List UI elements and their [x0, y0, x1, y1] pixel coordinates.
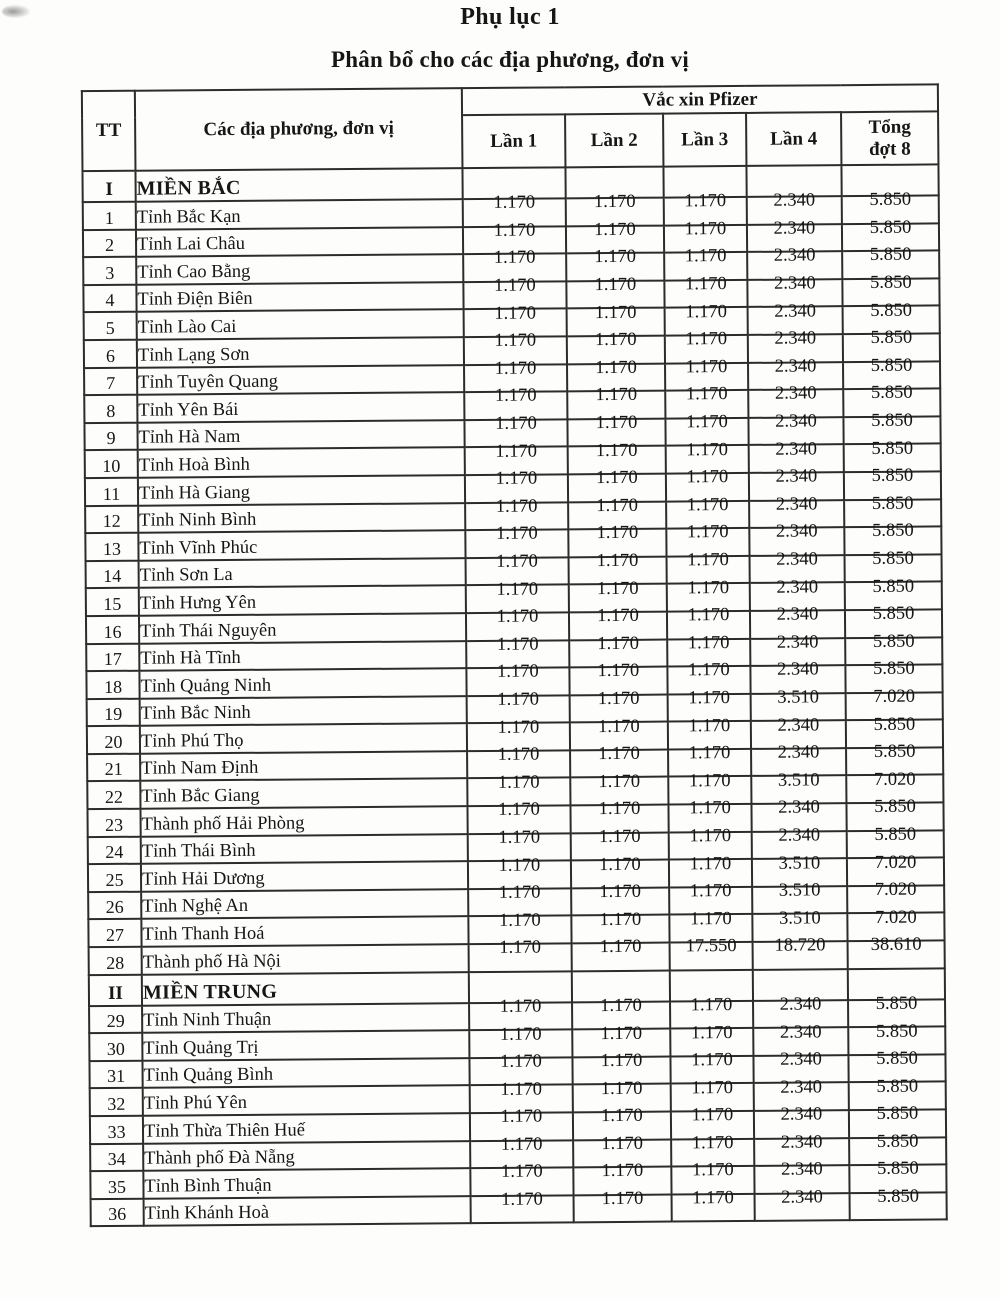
value-text: 1.170 — [599, 909, 642, 930]
tt-cell: 24 — [88, 836, 141, 864]
tt-cell: 9 — [84, 422, 137, 450]
tt-cell: 11 — [85, 478, 138, 506]
value-text: 7.020 — [874, 852, 917, 873]
locality-cell: Tỉnh Quảng Trị — [142, 1030, 469, 1060]
tt-cell: 8 — [84, 395, 137, 423]
value-text: 5.850 — [876, 1103, 919, 1125]
tt-cell: 34 — [90, 1143, 143, 1171]
value-text: 5.850 — [870, 300, 913, 321]
value-text: 1.170 — [596, 550, 639, 572]
value-text: 5.850 — [871, 493, 914, 514]
value-text: 5.850 — [871, 521, 914, 542]
locality-cell: Tỉnh Lào Cai — [137, 310, 464, 340]
locality-cell: Tỉnh Hà Tĩnh — [139, 641, 466, 671]
value-text: 2.340 — [775, 439, 818, 460]
value-text: 1.170 — [600, 1050, 643, 1072]
tt-cell: 27 — [88, 919, 141, 947]
value-text: 1.170 — [688, 743, 731, 764]
value-text: 2.340 — [776, 549, 818, 570]
value-text: 1.170 — [689, 826, 732, 847]
value-text: 2.340 — [774, 301, 816, 322]
locality-cell: Tỉnh Nam Định — [140, 751, 467, 781]
locality-cell: Tỉnh Phú Yên — [143, 1086, 470, 1116]
locality-cell: Tỉnh Hưng Yên — [139, 585, 466, 615]
value-text: 1.170 — [601, 1106, 643, 1127]
value-text: 5.850 — [871, 438, 914, 459]
locality-cell: Tỉnh Khánh Hoà — [144, 1196, 471, 1226]
locality-cell: Tỉnh Thái Bình — [141, 834, 468, 864]
value-cell — [471, 1189, 574, 1223]
value-text: 2.340 — [777, 714, 820, 736]
locality-cell: Tỉnh Hoà Bình — [138, 447, 465, 477]
value-text: 2.340 — [775, 494, 818, 515]
value-text: 1.170 — [598, 771, 641, 792]
header-total — [841, 111, 938, 165]
value-text: 1.170 — [601, 1188, 644, 1210]
locality-cell: Tỉnh Lạng Sơn — [137, 337, 464, 367]
value-text: 1.170 — [495, 496, 538, 517]
value-text: 2.340 — [781, 1187, 823, 1208]
value-text: 1.170 — [684, 191, 727, 212]
value-text: 1.170 — [686, 467, 729, 488]
value-cell — [850, 1186, 947, 1220]
value-text: 2.340 — [774, 383, 817, 405]
value-cell — [672, 1188, 755, 1222]
value-text: 1.170 — [687, 632, 730, 654]
value-text: 2.340 — [776, 604, 819, 625]
locality-cell: Tỉnh Ninh Bình — [138, 503, 465, 533]
value-text: 2.340 — [780, 1049, 822, 1070]
value-text: 1.170 — [495, 468, 538, 490]
locality-cell: Tỉnh Điện Biên — [136, 282, 463, 312]
tt-cell: 7 — [84, 367, 137, 395]
value-text: 1.170 — [685, 384, 728, 405]
value-text: 3.510 — [778, 908, 821, 929]
table-body — [82, 164, 946, 1226]
value-text: 1.170 — [684, 246, 727, 267]
value-text: 1.170 — [685, 301, 727, 323]
value-text: 1.170 — [497, 744, 540, 766]
value-text: 1.170 — [598, 826, 641, 848]
value-text: 1.170 — [599, 881, 642, 903]
value-text: 1.170 — [691, 1160, 734, 1181]
value-text: 1.170 — [688, 688, 731, 709]
value-text: 1.170 — [496, 606, 539, 628]
value-text: 1.170 — [595, 357, 637, 378]
value-text: 1.170 — [687, 605, 730, 626]
locality-cell: Thành phố Hải Phòng — [140, 806, 467, 836]
table-header — [82, 84, 939, 171]
header-dose-1: Lần 1 — [462, 114, 565, 168]
value-text: 5.850 — [872, 631, 915, 652]
value-text: 1.170 — [593, 192, 636, 213]
tt-cell: 35 — [90, 1171, 143, 1199]
value-text: 1.170 — [497, 689, 540, 710]
value-text: 1.170 — [692, 1188, 734, 1209]
value-text: 1.170 — [500, 1106, 543, 1128]
value-text: 5.850 — [871, 410, 913, 432]
tt-cell: 15 — [86, 588, 139, 616]
tt-cell: 16 — [86, 616, 139, 644]
tt-cell: 4 — [83, 285, 136, 313]
value-text: 1.170 — [595, 412, 638, 434]
value-text: 5.850 — [871, 465, 914, 487]
tt-cell: 21 — [87, 754, 140, 782]
locality-cell: Tỉnh Lai Châu — [136, 227, 463, 257]
value-text: 1.170 — [686, 439, 729, 461]
value-cell — [755, 1187, 850, 1221]
table-row — [91, 1192, 947, 1226]
value-text: 5.850 — [874, 824, 917, 845]
value-text: 3.510 — [778, 880, 821, 901]
value-text: 1.170 — [597, 716, 640, 737]
value-cell — [753, 935, 848, 969]
value-text: 2.340 — [779, 994, 822, 1015]
locality-cell: Tỉnh Bình Thuận — [143, 1168, 470, 1198]
value-text: 1.170 — [686, 494, 729, 516]
value-text: 2.340 — [777, 659, 819, 681]
locality-cell: Tỉnh Cao Bằng — [136, 254, 463, 284]
value-text: 1.170 — [687, 550, 729, 571]
header-total-line2: đợt 8 — [868, 138, 911, 160]
tt-cell: 13 — [85, 533, 138, 561]
locality-cell: Tỉnh Vĩnh Phúc — [138, 530, 465, 560]
value-text: 5.850 — [869, 245, 912, 266]
value-text: 1.170 — [684, 218, 727, 240]
value-text: 1.170 — [689, 908, 732, 930]
header-dose-3: Lần 3 — [663, 113, 746, 167]
value-text: 7.020 — [873, 686, 916, 707]
locality-cell: Tỉnh Thanh Hoá — [141, 917, 468, 947]
locality-cell: Tỉnh Tuyên Quang — [137, 365, 464, 395]
value-text: 1.170 — [599, 854, 641, 875]
value-text: 2.340 — [777, 742, 820, 763]
value-text: 1.170 — [497, 661, 539, 683]
value-text: 1.170 — [496, 579, 539, 600]
value-text: 1.170 — [494, 386, 537, 407]
value-text: 1.170 — [500, 1079, 543, 1100]
value-text: 5.850 — [875, 993, 918, 1014]
value-text: 3.510 — [777, 770, 820, 791]
tt-cell: 26 — [88, 892, 141, 920]
value-text: 2.340 — [775, 466, 818, 487]
value-text: 1.170 — [685, 356, 728, 378]
locality-cell: Tỉnh Ninh Thuận — [142, 1003, 469, 1033]
tt-cell: 30 — [89, 1033, 142, 1061]
value-text: 1.170 — [600, 1023, 643, 1044]
locality-cell: Tỉnh Bắc Ninh — [140, 696, 467, 726]
value-text: 1.170 — [599, 937, 642, 958]
value-text: 1.170 — [495, 441, 538, 462]
tt-cell: 10 — [85, 450, 138, 478]
value-text: 2.340 — [775, 521, 818, 543]
value-text: 1.170 — [498, 882, 541, 904]
tt-cell: I — [82, 171, 135, 202]
value-text: 2.340 — [773, 190, 816, 212]
value-cell — [670, 936, 753, 970]
locality-cell: Thành phố Đà Nẵng — [143, 1141, 470, 1171]
locality-cell: Tỉnh Sơn La — [139, 558, 466, 588]
value-text: 2.340 — [775, 411, 817, 432]
header-vaccine-group: Vắc xin Pfizer — [462, 84, 938, 115]
value-text: 1.170 — [596, 523, 639, 544]
value-text: 1.170 — [600, 1078, 643, 1099]
tt-cell: II — [89, 974, 142, 1005]
value-text: 1.170 — [499, 937, 541, 959]
value-text: 1.170 — [493, 192, 536, 214]
value-text: 2.340 — [776, 632, 819, 653]
tt-cell: 3 — [83, 257, 136, 285]
value-text: 1.170 — [686, 412, 728, 433]
tt-cell: 29 — [89, 1005, 142, 1033]
value-text: 1.170 — [494, 303, 537, 324]
value-text: 1.170 — [600, 995, 642, 1017]
value-text: 1.170 — [495, 524, 538, 545]
value-text: 1.170 — [595, 440, 638, 461]
value-text: 2.340 — [773, 273, 816, 294]
value-text: 1.170 — [597, 633, 640, 654]
tt-cell: 23 — [87, 809, 140, 837]
locality-cell: Tỉnh Nghệ An — [141, 889, 468, 919]
tt-cell: 18 — [86, 671, 139, 699]
locality-cell: Tỉnh Thái Nguyên — [139, 613, 466, 643]
value-text: 1.170 — [686, 522, 729, 543]
value-text: 1.170 — [688, 770, 731, 792]
value-text: 2.340 — [780, 1104, 823, 1125]
value-text: 5.850 — [870, 355, 913, 376]
value-text: 1.170 — [497, 772, 540, 793]
tt-cell: 22 — [87, 781, 140, 809]
value-text: 2.340 — [780, 1132, 823, 1153]
value-text: 1.170 — [601, 1161, 644, 1182]
value-text: 1.170 — [594, 302, 637, 323]
value-text: 7.020 — [874, 879, 917, 901]
value-text: 2.340 — [776, 576, 819, 598]
value-text: 1.170 — [689, 853, 732, 874]
value-text: 1.170 — [691, 1050, 733, 1071]
header-dose-4: Lần 4 — [746, 112, 841, 166]
tt-cell: 28 — [89, 947, 142, 975]
tt-cell: 12 — [85, 505, 138, 533]
header-locality: Các địa phương, đơn vị — [135, 88, 463, 171]
value-text: 1.170 — [685, 329, 728, 350]
tt-cell: 33 — [90, 1116, 143, 1144]
value-text: 5.850 — [877, 1186, 919, 1208]
value-text: 1.170 — [594, 274, 637, 296]
tt-cell: 25 — [88, 864, 141, 892]
value-text: 5.850 — [876, 1131, 919, 1152]
value-text: 1.170 — [494, 275, 536, 296]
value-cell — [848, 934, 945, 968]
value-text: 5.850 — [872, 548, 914, 569]
page-subtitle: Phân bổ cho các địa phương, đơn vị — [331, 47, 689, 72]
value-text: 1.170 — [684, 274, 727, 295]
scan-smudge-artifact — [2, 5, 30, 18]
value-text: 1.170 — [498, 827, 541, 848]
value-text: 2.340 — [773, 218, 816, 239]
header-tt: TT — [82, 91, 136, 171]
value-text: 1.170 — [594, 330, 637, 351]
value-text: 1.170 — [690, 994, 733, 1016]
value-text: 2.340 — [778, 797, 820, 819]
value-text: 1.170 — [597, 605, 639, 627]
value-cell — [572, 937, 670, 971]
tt-cell: 6 — [84, 340, 137, 368]
value-text: 1.170 — [601, 1133, 644, 1154]
value-text: 1.170 — [501, 1189, 543, 1210]
value-text: 1.170 — [496, 551, 538, 572]
locality-cell: Thành phố Hà Nội — [142, 944, 469, 974]
locality-cell: Tỉnh Bắc Giang — [140, 779, 467, 809]
value-text: 1.170 — [496, 634, 539, 655]
value-text: 1.170 — [598, 743, 640, 765]
page-title: Phụ lục 1 — [460, 4, 560, 30]
value-text: 5.850 — [876, 1048, 918, 1070]
value-text: 1.170 — [597, 661, 640, 682]
locality-cell: Tỉnh Hà Giang — [138, 475, 465, 505]
value-text: 1.170 — [691, 1105, 734, 1126]
header-total-line1: Tổng — [868, 116, 911, 139]
value-text: 1.170 — [690, 1022, 733, 1043]
value-text: 5.850 — [874, 796, 916, 818]
value-text: 5.850 — [869, 189, 912, 211]
value-text: 2.340 — [778, 825, 821, 846]
value-text: 1.170 — [499, 1024, 542, 1045]
value-text: 1.170 — [594, 247, 637, 268]
value-text: 5.850 — [873, 659, 915, 680]
value-text: 18.720 — [774, 935, 826, 957]
locality-cell: Tỉnh Hải Dương — [141, 861, 468, 891]
locality-cell: Tỉnh Hà Nam — [137, 420, 464, 450]
value-text: 2.340 — [780, 1077, 823, 1098]
value-text: 1.170 — [688, 715, 731, 736]
value-text: 1.170 — [494, 358, 537, 379]
value-text: 1.170 — [500, 1162, 543, 1183]
value-text: 2.340 — [774, 328, 817, 349]
value-text: 7.020 — [873, 769, 916, 790]
tt-cell: 14 — [86, 560, 139, 588]
value-text: 1.170 — [493, 248, 536, 269]
value-text: 1.170 — [689, 798, 731, 819]
locality-cell: Tỉnh Thừa Thiên Huế — [143, 1113, 470, 1143]
document-headings — [70, 4, 950, 73]
value-text: 7.020 — [875, 907, 917, 928]
tt-cell: 1 — [83, 202, 136, 230]
locality-cell: MIỀN TRUNG — [142, 972, 469, 1006]
value-text: 1.170 — [495, 413, 537, 434]
value-text: 17.550 — [685, 936, 737, 957]
value-text: 1.170 — [691, 1077, 734, 1099]
tt-cell: 32 — [90, 1088, 143, 1116]
value-text: 1.170 — [687, 577, 730, 599]
value-text: 5.850 — [870, 272, 912, 294]
value-text: 5.850 — [875, 1021, 918, 1042]
value-text: 2.340 — [773, 245, 816, 267]
value-text: 1.170 — [498, 799, 540, 821]
value-text: 1.170 — [500, 1051, 542, 1073]
value-text: 1.170 — [493, 220, 536, 241]
value-text: 1.170 — [499, 996, 542, 1017]
value-text: 1.170 — [596, 578, 639, 599]
value-text: 1.170 — [494, 330, 537, 352]
tt-cell: 5 — [84, 312, 137, 340]
value-text: 5.850 — [873, 741, 916, 763]
value-text: 2.340 — [780, 1159, 823, 1181]
locality-cell: MIỀN BẮC — [135, 168, 462, 202]
value-text: 5.850 — [869, 217, 912, 238]
tt-cell: 31 — [89, 1061, 142, 1089]
value-text: 1.170 — [498, 910, 541, 931]
value-cell — [574, 1188, 672, 1222]
value-text: 5.850 — [870, 327, 913, 349]
locality-cell: Tỉnh Bắc Kạn — [136, 199, 463, 229]
value-text: 3.510 — [777, 687, 820, 708]
tt-cell: 2 — [83, 229, 136, 257]
value-text: 1.170 — [596, 468, 638, 489]
value-text: 5.850 — [876, 1159, 919, 1180]
value-text: 1.170 — [689, 881, 732, 902]
header-dose-2: Lần 2 — [565, 114, 663, 168]
value-text: 1.170 — [497, 717, 540, 738]
value-text: 1.170 — [596, 495, 639, 516]
value-text: 38.610 — [870, 934, 922, 956]
value-text: 1.170 — [598, 799, 641, 820]
locality-cell: Tỉnh Quảng Ninh — [139, 668, 466, 698]
value-text: 1.170 — [691, 1132, 734, 1154]
value-text: 1.170 — [595, 385, 638, 406]
value-text: 5.850 — [872, 603, 915, 625]
tt-cell: 17 — [86, 643, 139, 671]
allocation-table — [81, 83, 948, 1227]
value-text: 1.170 — [498, 855, 541, 876]
value-text: 2.340 — [779, 1021, 822, 1043]
locality-cell: Tỉnh Phú Thọ — [140, 723, 467, 753]
value-text: 5.850 — [872, 576, 915, 597]
tt-cell: 36 — [91, 1198, 144, 1226]
value-text: 1.170 — [594, 219, 636, 241]
locality-cell: Tỉnh Yên Bái — [137, 392, 464, 422]
value-text: 5.850 — [870, 383, 913, 404]
locality-cell: Tỉnh Quảng Bình — [142, 1058, 469, 1088]
tt-cell: 19 — [87, 698, 140, 726]
value-text: 5.850 — [876, 1076, 919, 1097]
value-text: 1.170 — [500, 1134, 543, 1155]
value-text: 1.170 — [688, 660, 730, 681]
value-text: 1.170 — [597, 688, 640, 710]
tt-cell: 20 — [87, 726, 140, 754]
value-text: 5.850 — [873, 714, 916, 735]
value-cell — [469, 937, 572, 971]
value-text: 3.510 — [778, 852, 821, 874]
value-text: 2.340 — [774, 356, 817, 377]
